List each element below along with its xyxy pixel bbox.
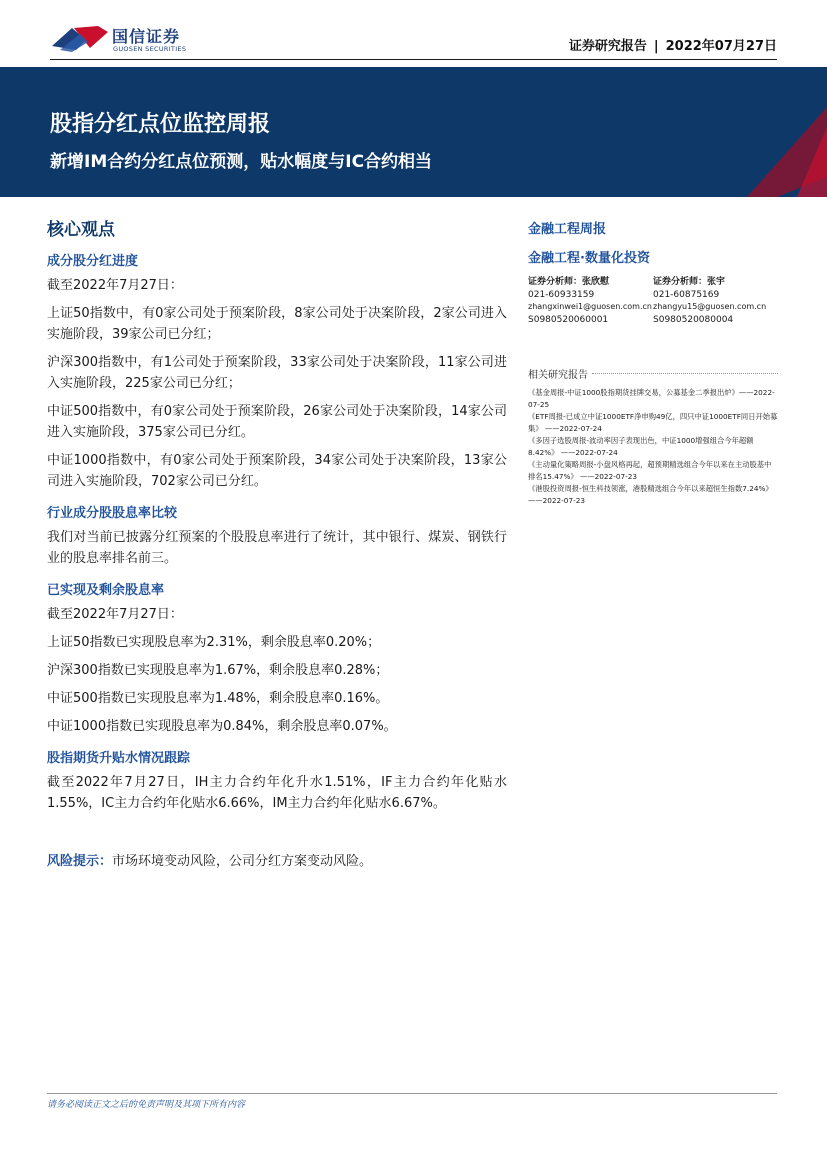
footer-disclaimer: 请务必阅读正文之后的免责声明及其项下所有内容	[47, 1100, 246, 1110]
paragraph: 截至2022年7月27日：	[47, 278, 183, 293]
logo-text-en: GUOSEN SECURITIES	[113, 45, 187, 53]
analyst-card	[528, 276, 653, 326]
paragraph: 中证1000指数中，有0家公司处于预案阶段，34家公司处于决案阶段，13家公司进入实施阶段，702家公司已分红。	[47, 453, 507, 489]
paragraph: 我们对当前已披露分红预案的个股股息率进行了统计，其中银行、煤炭、钢铁行业的股息率排名前三。	[47, 530, 507, 566]
related-report-link[interactable]: 《主动量化策略周报-小盘风格再起，超预期精选组合今年以来在主动股基中排名15.47%》 ——2022-07-23	[528, 460, 772, 481]
sidebar	[528, 218, 778, 507]
analyst-card	[653, 276, 778, 326]
guosen-logo-icon	[50, 22, 110, 54]
report-type: 证券研究报告	[568, 39, 647, 54]
related-report-link[interactable]: 《多因子选股周报-波动率因子表现出色，中证1000增强组合今年超额8.42%》 ——2022-07-24	[528, 436, 754, 457]
report-subcategory: 金融工程·数量化投资	[528, 251, 650, 266]
core-views	[47, 210, 507, 869]
analyst-email[interactable]: zhangyu15@guosen.com.cn	[653, 302, 767, 311]
risk-text: 市场环境变动风险，公司分红方案变动风险。	[112, 854, 373, 869]
paragraph: 中证500指数已实现股息率为1.48%，剩余股息率0.16%。	[47, 691, 389, 706]
paragraph: 截至2022年7月27日，IH主力合约年化升水1.51%，IF主力合约年化贴水1.55%，IC主力合约年化贴水6.66%，IM主力合约年化贴水6.67%。	[47, 775, 507, 811]
page-header	[0, 0, 827, 66]
report-category: 金融工程周报	[528, 222, 607, 237]
section-heading: 股指期货升贴水情况跟踪	[47, 751, 191, 766]
header-divider	[50, 59, 777, 60]
paragraph: 上证50指数已实现股息率为2.31%，剩余股息率0.20%；	[47, 635, 381, 650]
title-banner	[0, 67, 827, 197]
core-views-title: 核心观点	[47, 220, 115, 240]
analyst-license: S0980520080004	[653, 314, 734, 325]
report-subtitle: 新增IM合约分红点位预测，贴水幅度与IC合约相当	[50, 152, 433, 172]
risk-warning	[47, 850, 507, 869]
meta-separator: |	[653, 39, 659, 54]
analyst-list	[528, 276, 778, 326]
related-report-link[interactable]: 《基金周报-中证1000股指期货挂牌交易，公募基金二季报出炉》——2022-07-25	[528, 388, 775, 409]
section-heading: 成分股分红进度	[47, 254, 139, 269]
analyst-name: 证券分析师：张欣慰	[528, 277, 610, 287]
analyst-phone: 021-60933159	[528, 289, 595, 300]
logo-text-cn: 国信证券	[112, 27, 181, 46]
paragraph: 截至2022年7月27日：	[47, 607, 183, 622]
paragraph: 沪深300指数中，有1公司处于预案阶段，33家公司处于决案阶段，11家公司进入实施阶段，225家公司已分红；	[47, 355, 507, 391]
paragraph: 中证500指数中，有0家公司处于预案阶段，26家公司处于决案阶段，14家公司进入实施阶段，375家公司已分红。	[47, 404, 507, 440]
report-date: 2022年07月27日	[665, 39, 777, 54]
report-title: 股指分红点位监控周报	[50, 112, 271, 137]
banner-decoration	[707, 67, 827, 197]
related-reports-header	[528, 366, 778, 381]
analyst-phone: 021-60875169	[653, 289, 720, 300]
footer-divider	[47, 1093, 777, 1094]
related-reports-list	[528, 387, 778, 507]
analyst-license: S0980520060001	[528, 314, 609, 325]
paragraph: 沪深300指数已实现股息率为1.67%，剩余股息率0.28%；	[47, 663, 389, 678]
related-report-link[interactable]: 《港股投资周报-恒生科技领涨，港股精选组合今年以来超恒生指数7.24%》 ——2022-07-23	[528, 484, 773, 505]
analyst-email[interactable]: zhangxinwei1@guosen.com.cn	[528, 302, 652, 311]
related-report-link[interactable]: 《ETF周报-已成立中证1000ETF净申购49亿，四只中证1000ETF同日开始募集》 ——2022-07-24	[528, 412, 778, 433]
paragraph: 中证1000指数已实现股息率为0.84%，剩余股息率0.07%。	[47, 719, 397, 734]
paragraph: 上证50指数中，有0家公司处于预案阶段，8家公司处于决案阶段，2家公司进入实施阶段，39家公司已分红；	[47, 306, 507, 342]
related-reports-title: 相关研究报告	[528, 370, 588, 381]
related-divider	[592, 373, 778, 374]
analyst-name: 证券分析师：张宇	[653, 277, 726, 287]
section-heading: 已实现及剩余股息率	[47, 583, 165, 598]
report-meta	[569, 35, 777, 54]
section-heading: 行业成分股股息率比较	[47, 506, 178, 521]
risk-label: 风险提示：	[47, 854, 113, 869]
